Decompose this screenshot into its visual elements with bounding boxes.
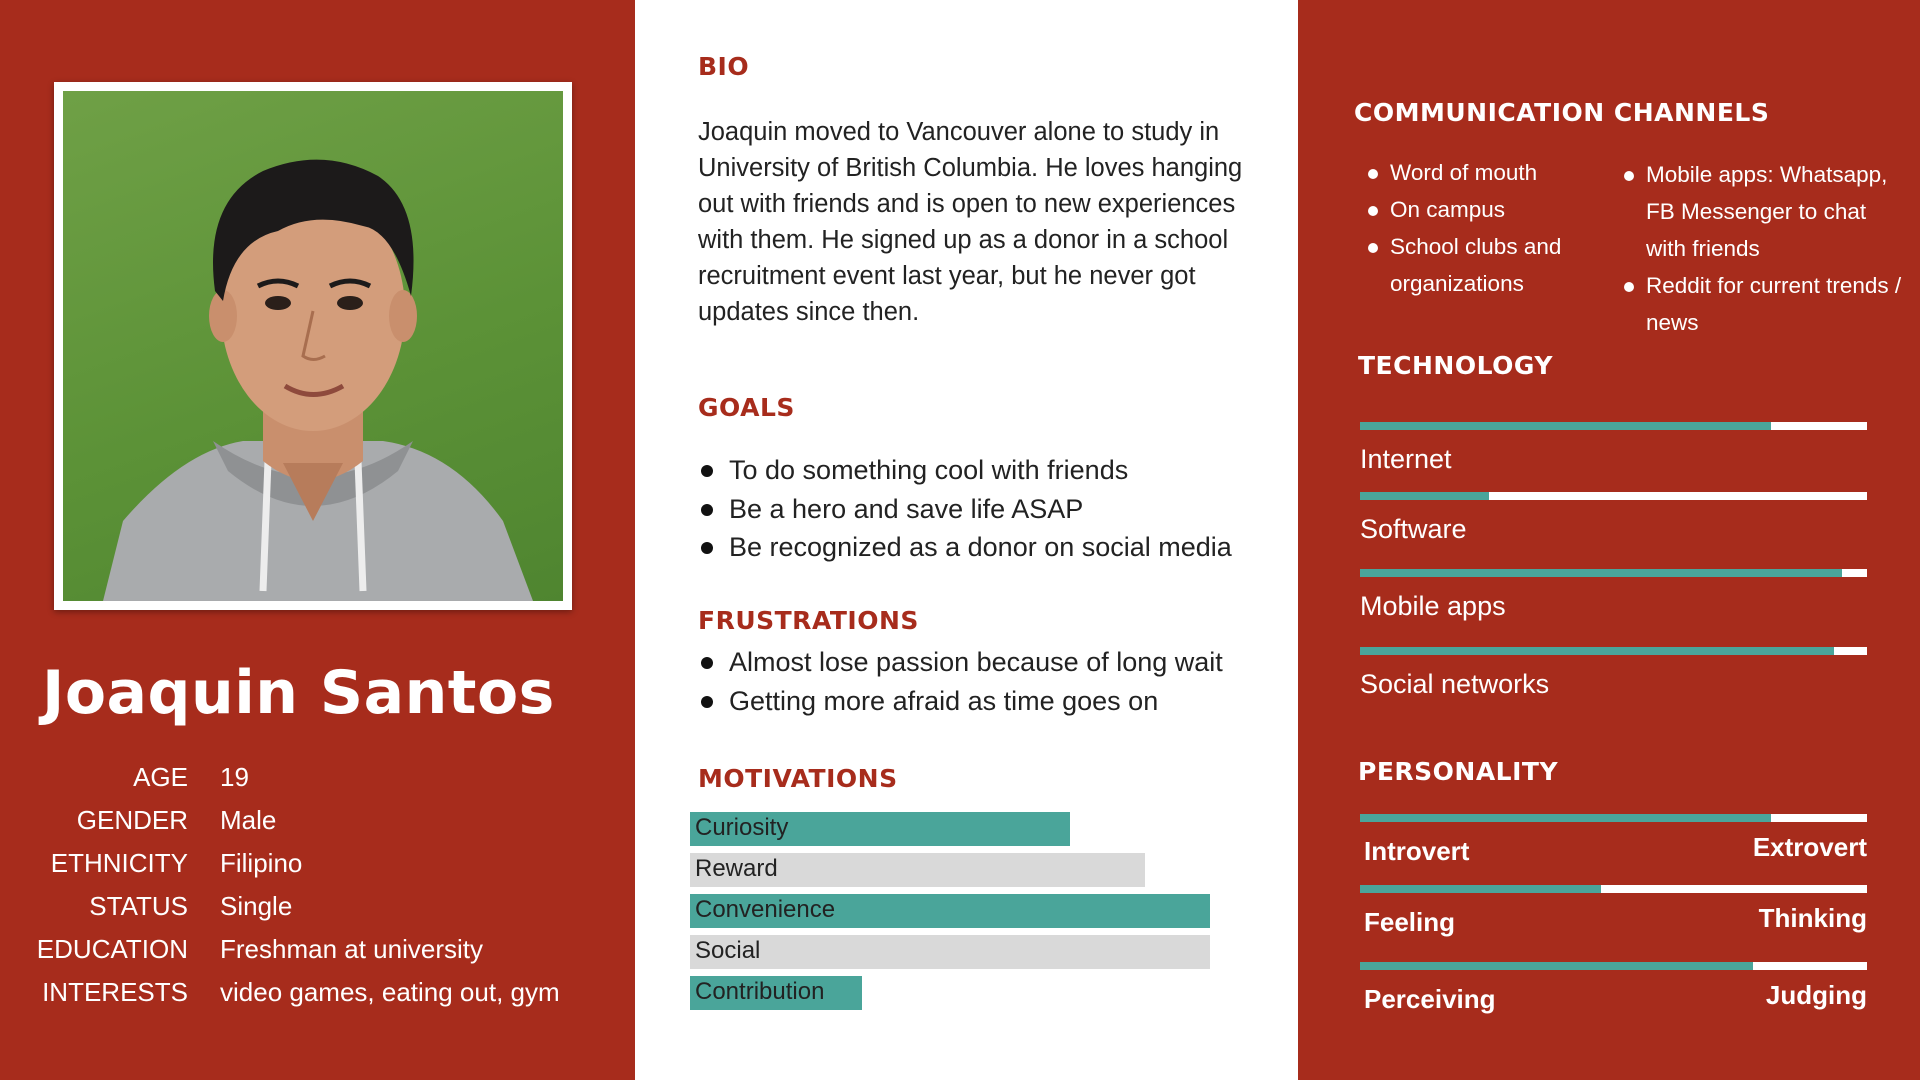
- frustration-item: Almost lose passion because of long wait: [699, 643, 1223, 682]
- meter-fill: [1360, 962, 1753, 970]
- personality-title: PERSONALITY: [1358, 757, 1559, 786]
- meter-fill: [1360, 422, 1771, 430]
- bio-text: Joaquin moved to Vancouver alone to study in University of British Columbia. He loves hanging out with friends and is open to new experiences with them. He signed up as a donor in a school recruitment event last year, but he never got updates since then.: [698, 118, 1243, 326]
- fact-label: STATUS: [89, 891, 188, 921]
- motivation-label: Reward: [695, 855, 778, 882]
- motivations-bars: [690, 812, 1250, 1017]
- trait-right-label: Extrovert: [1752, 832, 1867, 862]
- fact-value: Male: [220, 805, 277, 835]
- fact-row-interests: [0, 977, 635, 1020]
- narrative-panel: [635, 0, 1298, 1080]
- fact-value: Single: [220, 891, 293, 921]
- meter-label: Internet: [1360, 444, 1452, 474]
- profile-panel: [0, 0, 635, 1080]
- bio-title: BIO: [698, 52, 750, 81]
- goals-list: [699, 451, 1232, 567]
- trait-left-label: Perceiving: [1364, 984, 1496, 1014]
- meter-fill: [1360, 885, 1601, 893]
- fact-row-status: [0, 891, 635, 934]
- technology-title: TECHNOLOGY: [1358, 351, 1553, 380]
- motivation-label: Social: [695, 937, 761, 964]
- goal-item: Be recognized as a donor on social media: [699, 528, 1232, 567]
- persona-name: Joaquin Santos: [42, 658, 555, 728]
- meter-label: Social networks: [1360, 669, 1550, 699]
- channel-item: Mobile apps: Whatsapp, FB Messenger to chat with friends: [1622, 156, 1902, 267]
- motivations-title: MOTIVATIONS: [698, 764, 898, 793]
- trait-right-label: Judging: [1765, 980, 1867, 1010]
- trait-left-label: Feeling: [1364, 907, 1456, 937]
- frustrations-list: [699, 643, 1223, 720]
- fact-value: 19: [220, 762, 249, 792]
- fact-label: AGE: [133, 762, 188, 792]
- channels-title: COMMUNICATION CHANNELS: [1354, 98, 1770, 127]
- meter-fill: [1360, 647, 1834, 655]
- motivation-row: [690, 853, 1250, 887]
- frustration-item: Getting more afraid as time goes on: [699, 682, 1223, 721]
- attributes-panel: [1298, 0, 1920, 1080]
- goals-title: GOALS: [698, 393, 795, 422]
- motivation-row: [690, 894, 1250, 928]
- motivation-label: Convenience: [695, 896, 836, 923]
- fact-value: Filipino: [220, 848, 303, 878]
- motivation-row: [690, 935, 1250, 969]
- persona-facts: [0, 762, 635, 1020]
- meter-fill: [1360, 814, 1771, 822]
- fact-value: Freshman at university: [220, 934, 483, 964]
- motivation-label: Curiosity: [695, 814, 789, 841]
- fact-row-ethnicity: [0, 848, 635, 891]
- channel-item: Reddit for current trends / news: [1622, 267, 1902, 341]
- channel-item: On campus: [1366, 191, 1596, 228]
- frustrations-title: FRUSTRATIONS: [698, 606, 919, 635]
- profile-photo: [63, 91, 563, 601]
- meter-label: Software: [1360, 514, 1467, 544]
- channels-list-1: [1366, 154, 1596, 302]
- channels-list-2: [1622, 156, 1902, 341]
- fact-value: video games, eating out, gym: [220, 977, 560, 1007]
- channel-item: School clubs and organizations: [1366, 228, 1596, 302]
- fact-row-gender: [0, 805, 635, 848]
- portrait-illustration: [63, 91, 563, 601]
- fact-row-education: [0, 934, 635, 977]
- motivation-bar: [690, 935, 1210, 969]
- meter-fill: [1360, 492, 1489, 500]
- trait-left-label: Introvert: [1364, 836, 1470, 866]
- fact-label: EDUCATION: [36, 934, 188, 964]
- fact-label: GENDER: [76, 805, 188, 835]
- meter-label: Mobile apps: [1360, 591, 1506, 621]
- goal-item: Be a hero and save life ASAP: [699, 490, 1232, 529]
- motivation-row: [690, 976, 1250, 1010]
- goal-item: To do something cool with friends: [699, 451, 1232, 490]
- trait-right-label: Thinking: [1758, 903, 1867, 933]
- profile-photo-frame: [54, 82, 572, 610]
- channel-item: Word of mouth: [1366, 154, 1596, 191]
- fact-row-age: [0, 762, 635, 805]
- fact-label: ETHNICITY: [50, 848, 188, 878]
- meter-fill: [1360, 569, 1842, 577]
- fact-label: INTERESTS: [42, 977, 188, 1007]
- motivation-row: [690, 812, 1250, 846]
- motivation-label: Contribution: [695, 978, 825, 1005]
